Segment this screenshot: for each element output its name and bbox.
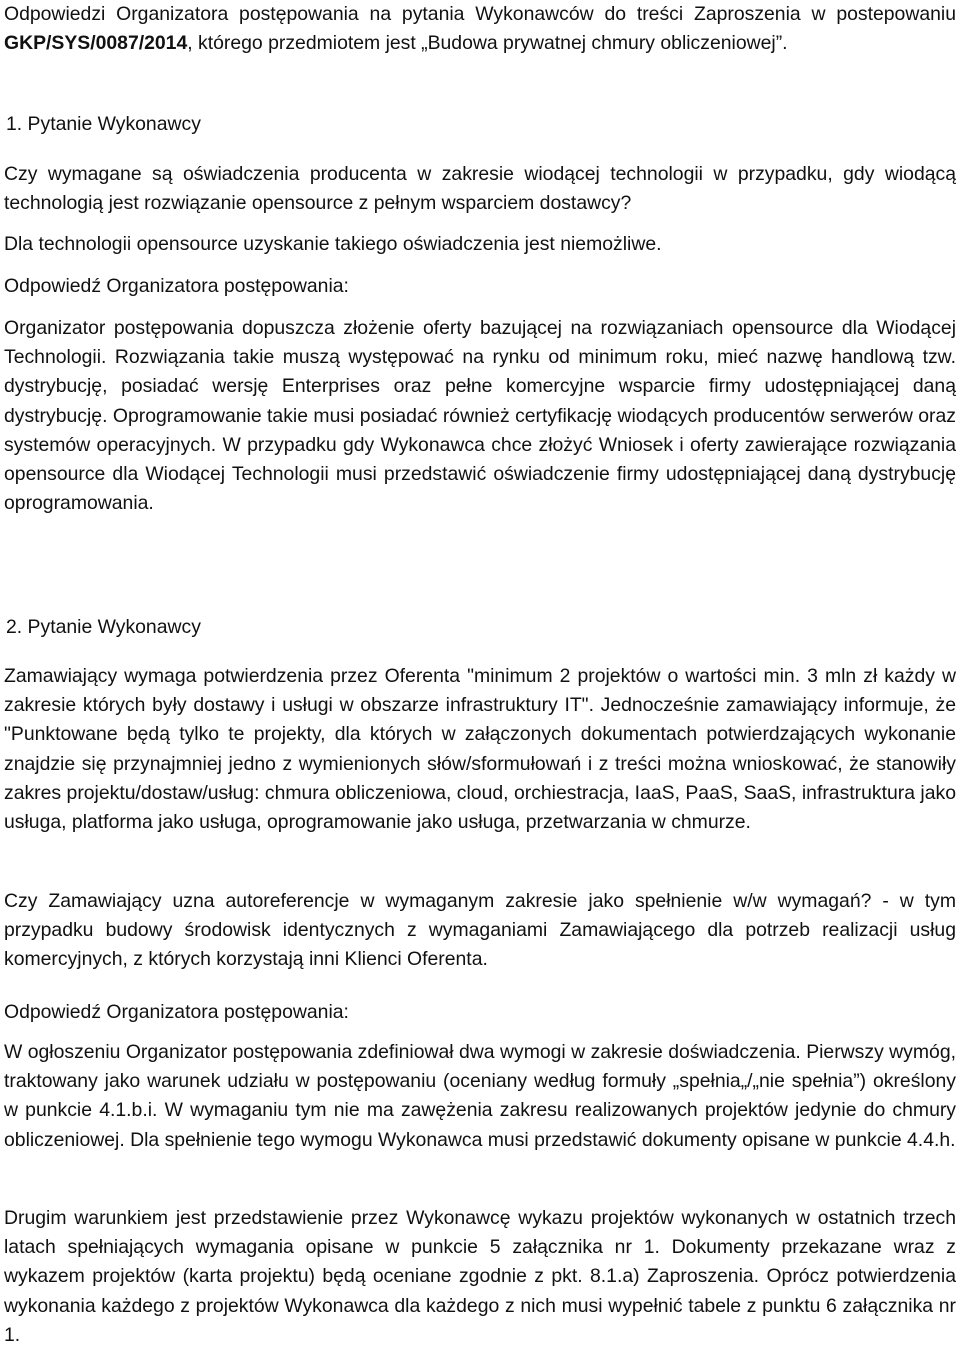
question-2-text-2: Czy Zamawiający uzna autoreferencje w wymaganym zakresie jako spełnienie w/w wymagań? - w tym przypadku budowy środowisk identycznych z wymaganiami Zamawiającego dla potrzeb realizacji usług komercyjnych, z których korzystają inni Klienci Oferenta.	[4, 890, 956, 971]
intro-text-start: Odpowiedzi Organizatora postępowania na pytania Wykonawców do treści Zaproszenia w postepowaniu	[4, 3, 956, 25]
question-2-text-1: Zamawiający wymaga potwierdzenia przez Oferenta "minimum 2 projektów o wartości min. 3 mln zł każdy w zakresie których były dostawy i usługi w obszarze infrastruktury IT". Jednocześnie zamawiający informuje, że "Punktowane będą tylko te projekty, dla których w załączonych dokumentach potwierdzających wykonanie znajdzie się przynajmniej jedno z wymienionych słów/sformułowań i z treści można wnioskować, że stanowiły zakres projektu/dostaw/usług: chmura obliczeniowa, cloud, orchiestracja, IaaS, PaaS, SaaS, infrastruktura jako usługa, platforma jako usługa, oprogramowanie jako usługa, przetwarzania w chmurze.	[4, 665, 956, 834]
answer-2-text-2: Drugim warunkiem jest przedstawienie przez Wykonawcę wykazu projektów wykonanych w ostatnich trzech latach spełniających wymagania opisane w punkcie 5 załącznika nr 1. Dokumenty przekazane wraz z wykazem projektów (karta projektu) będą oceniane zgodnie z pkt. 8.1.a) Zaproszenia. Oprócz potwierdzenia wykonania każdego z projektów Wykonawca dla każdego z nich musi wypełnić tabele z punktu 6 załącznika nr 1.	[4, 1207, 956, 1346]
question-1-text: Czy wymagane są oświadczenia producenta w zakresie wiodącej technologii w przypadku, gdy wiodącą technologią jest rozwiązanie opensource z pełnym wsparciem dostawcy?	[4, 163, 956, 215]
answer-1-text: Organizator postępowania dopuszcza złożenie oferty bazującej na rozwiązaniach opensource dla Wiodącej Technologii. Rozwiązania takie muszą występować na rynku od minimum roku, mieć nazwę handlową tzw. dystrybucję, posiadać wersję Enterprises oraz pełne komercyjne wsparcie firmy udostępniającej daną dystrybucję. Oprogramowanie takie musi posiadać również certyfikację wiodących producentów serwerów oraz systemów operacyjnych. W przypadku gdy Wykonawca chce złożyć Wniosek i oferty zawierające rozwiązania opensource dla Wiodącej Technologii musi przedstawić oświadczenie firmy udostępniającej daną dystrybucję oprogramowania.	[4, 317, 956, 515]
intro-text-end: , którego przedmiotem jest „Budowa prywatnej chmury obliczeniowej”.	[187, 32, 788, 55]
question-1-title: 1. Pytanie Wykonawcy	[6, 113, 201, 135]
answer-1-label: Odpowiedź Organizatora postępowania:	[4, 275, 349, 297]
answer-2-label: Odpowiedź Organizatora postępowania:	[4, 1001, 349, 1023]
intro-paragraph	[4, 0, 956, 58]
proceeding-code: GKP/SYS/0087/2014	[4, 32, 188, 55]
answer-2-text-1: W ogłoszeniu Organizator postępowania zdefiniował dwa wymogi w zakresie doświadczenia. Pierwszy wymóg, traktowany jako warunek udziału w postępowaniu (oceniany według formuły „spełnia„/„nie spełnia”) określony w punkcie 4.1.b.i. W wymaganiu tym nie ma zawężenia zakresu realizowanych projektów jedynie do chmury obliczeniowej. Dla spełnienie tego wymogu Wykonawca musi przedstawić dokumenty opisane w punkcie 4.4.h.	[4, 1041, 956, 1151]
question-1-note: Dla technologii opensource uzyskanie takiego oświadczenia jest niemożliwe.	[4, 233, 662, 255]
question-2-title: 2. Pytanie Wykonawcy	[6, 616, 201, 638]
